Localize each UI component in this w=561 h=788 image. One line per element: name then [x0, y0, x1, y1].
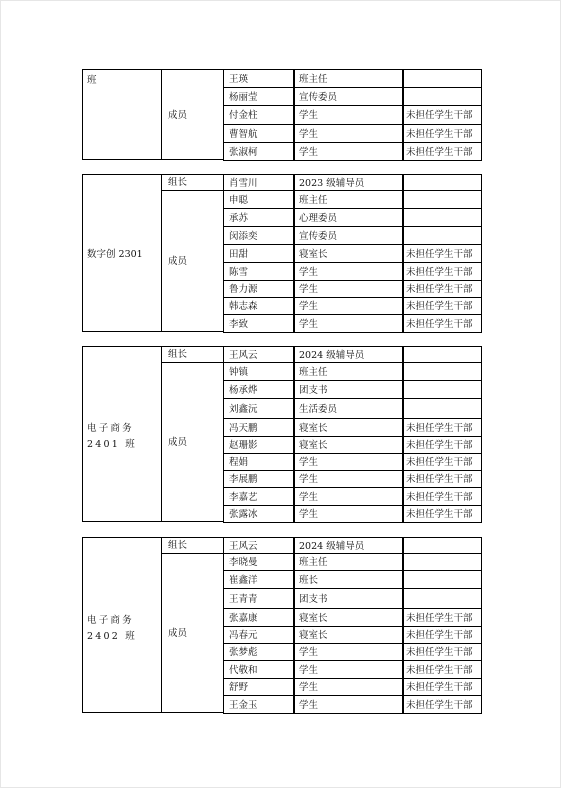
member-role-cell [293, 380, 404, 399]
member-role: 寝室长 [299, 248, 328, 260]
member-role-cell [293, 398, 404, 419]
member-role: 寝室长 [299, 422, 328, 434]
member-note-cell [402, 678, 482, 696]
member-role-cell [293, 487, 404, 506]
member-note-cell [402, 470, 482, 488]
member-role-cell [293, 553, 404, 571]
member-name: 陈雪 [229, 266, 249, 278]
member-name: 曹智航 [229, 128, 258, 140]
member-name: 杨丽莹 [229, 91, 258, 103]
member-name-cell [223, 105, 295, 125]
member-name: 张梦彪 [229, 647, 258, 658]
member-role-cell [293, 262, 404, 281]
member-role: 班主任 [299, 366, 328, 378]
member-name: 王青青 [229, 593, 258, 605]
member-label-cell [161, 362, 224, 522]
member-note-cell [402, 453, 482, 471]
member-name: 王风云 [229, 540, 258, 552]
member-name: 闵添奕 [229, 230, 258, 242]
group-leader-label: 组长 [168, 540, 188, 551]
member-name: 程娟 [229, 457, 249, 468]
member-role: 班主任 [299, 557, 328, 568]
member-name: 代敬和 [229, 664, 258, 676]
member-role-cell [293, 470, 404, 488]
member-note: 未担任学生干部 [406, 440, 473, 451]
member-name: 付金柱 [229, 110, 258, 121]
member-note: 未担任学生干部 [406, 682, 473, 693]
member-note: 未担任学生干部 [406, 509, 473, 520]
member-role-cell [293, 124, 404, 143]
group-leader-label-cell [161, 537, 224, 554]
class-table [82, 346, 481, 522]
member-role: 团支书 [299, 593, 328, 605]
member-role: 2024 级辅导员 [299, 349, 365, 361]
member-note: 未担任学生干部 [406, 266, 473, 278]
member-name-cell [223, 470, 295, 488]
member-name-cell [223, 380, 295, 399]
member-role: 学生 [299, 474, 319, 485]
member-role-cell [293, 297, 404, 315]
member-role-cell [293, 453, 404, 471]
member-role: 班长 [299, 574, 319, 586]
member-note-cell [402, 346, 482, 363]
member-role: 2023 级辅导员 [299, 177, 365, 189]
member-note-cell [402, 105, 482, 125]
member-name-cell [223, 643, 295, 661]
member-role: 学生 [299, 699, 319, 711]
member-note-cell [402, 226, 482, 245]
member-role: 学生 [299, 457, 319, 468]
member-note: 未担任学生干部 [406, 248, 473, 260]
member-role: 宣传委员 [299, 91, 338, 103]
member-note: 未担任学生干部 [406, 664, 473, 676]
member-name-cell [223, 244, 295, 263]
member-name: 王瑛 [229, 73, 249, 85]
class-name-cell [82, 537, 162, 713]
member-role-cell [293, 362, 404, 381]
member-role: 寝室长 [299, 630, 328, 641]
member-role-cell [293, 643, 404, 661]
member-name: 崔鑫洋 [229, 574, 258, 586]
member-name: 李展鹏 [229, 474, 258, 485]
member-name-cell [223, 553, 295, 571]
member-note-cell [402, 626, 482, 644]
member-role-cell [293, 537, 404, 554]
member-note-cell [402, 570, 482, 589]
member-name: 王风云 [229, 349, 258, 361]
member-note: 未担任学生干部 [406, 146, 473, 158]
member-role: 2024 级辅导员 [299, 540, 365, 552]
member-name-cell [223, 695, 295, 714]
member-name: 张淑柯 [229, 146, 258, 158]
member-role: 学生 [299, 509, 319, 520]
member-name: 冯天鹏 [229, 422, 258, 434]
member-name-cell [223, 87, 295, 106]
member-note: 未担任学生干部 [406, 630, 473, 641]
member-role: 学生 [299, 128, 319, 140]
member-note-cell [402, 262, 482, 281]
member-role-cell [293, 505, 404, 523]
member-name-cell [223, 588, 295, 609]
member-note-cell [402, 487, 482, 506]
member-name-cell [223, 570, 295, 589]
member-note-cell [402, 398, 482, 419]
member-role: 学生 [299, 647, 319, 658]
member-note: 未担任学生干部 [406, 457, 473, 468]
member-role: 学生 [299, 664, 319, 676]
member-note: 未担任学生干部 [406, 647, 473, 658]
member-role-cell [293, 588, 404, 609]
group-leader-label: 组长 [168, 349, 188, 360]
member-role-cell [293, 280, 404, 298]
member-role-cell [293, 105, 404, 125]
member-role-cell [293, 87, 404, 106]
member-note-cell [402, 660, 482, 679]
class-name-cell [82, 346, 162, 522]
member-note-cell [402, 608, 482, 627]
member-role: 学生 [299, 318, 319, 330]
member-name-cell [223, 69, 295, 88]
member-role: 班主任 [299, 194, 328, 206]
member-role-cell [293, 226, 404, 245]
member-note-cell [402, 362, 482, 381]
member-role-cell [293, 314, 404, 333]
member-role-cell [293, 436, 404, 454]
member-name-cell [223, 398, 295, 419]
member-name-cell [223, 362, 295, 381]
class-name: 数字创 2301 [87, 249, 143, 260]
member-note-cell [402, 142, 482, 161]
member-note: 未担任学生干部 [406, 474, 473, 485]
member-name-cell [223, 660, 295, 679]
member-role: 学生 [299, 110, 319, 121]
member-role: 学生 [299, 284, 319, 295]
member-note-cell [402, 174, 482, 191]
member-note-cell [402, 643, 482, 661]
member-role: 学生 [299, 301, 319, 312]
member-name: 赵珊影 [229, 440, 258, 451]
member-name: 刘鑫沅 [229, 403, 258, 415]
class-name: 电子商务 2402 班 [87, 615, 137, 642]
member-role: 心理委员 [299, 212, 338, 224]
member-note: 未担任学生干部 [406, 491, 473, 503]
member-name: 李致 [229, 318, 249, 330]
class-name: 电子商务 2401 班 [87, 423, 137, 450]
class-table [82, 537, 481, 713]
member-name: 舒野 [229, 682, 249, 693]
member-note-cell [402, 280, 482, 298]
member-name: 李晓曼 [229, 557, 258, 568]
member-role-cell [293, 626, 404, 644]
member-label-cell [161, 69, 224, 160]
member-name-cell [223, 487, 295, 506]
member-name: 申聪 [229, 194, 249, 206]
member-note: 未担任学生干部 [406, 110, 473, 121]
member-note-cell [402, 314, 482, 333]
member-note-cell [402, 190, 482, 209]
class-name-cell [82, 174, 162, 332]
member-name: 鲁力源 [229, 284, 258, 295]
member-label: 成员 [168, 256, 188, 267]
class-table [82, 69, 481, 160]
member-name-cell [223, 678, 295, 696]
member-label: 成员 [168, 437, 188, 448]
member-note-cell [402, 695, 482, 714]
member-note-cell [402, 208, 482, 227]
member-name-cell [223, 418, 295, 437]
member-name: 肖雪川 [229, 177, 258, 189]
member-note-cell [402, 124, 482, 143]
member-role-cell [293, 695, 404, 714]
member-name-cell [223, 314, 295, 333]
member-label-cell [161, 190, 224, 332]
member-role-cell [293, 142, 404, 161]
member-role: 寝室长 [299, 612, 328, 624]
member-name-cell [223, 174, 295, 191]
member-role: 团支书 [299, 384, 328, 396]
member-note: 未担任学生干部 [406, 128, 473, 140]
member-role-cell [293, 678, 404, 696]
member-note-cell [402, 87, 482, 106]
member-name: 杨承烨 [229, 384, 258, 396]
member-note-cell [402, 505, 482, 523]
member-name-cell [223, 626, 295, 644]
member-role-cell [293, 244, 404, 263]
member-name: 田甜 [229, 248, 249, 260]
member-role-cell [293, 570, 404, 589]
member-role: 寝室长 [299, 440, 328, 451]
member-note: 未担任学生干部 [406, 612, 473, 624]
member-note-cell [402, 553, 482, 571]
member-name-cell [223, 436, 295, 454]
member-label-cell [161, 553, 224, 713]
member-role: 学生 [299, 491, 319, 503]
member-role: 学生 [299, 266, 319, 278]
member-note: 未担任学生干部 [406, 301, 473, 312]
member-note-cell [402, 588, 482, 609]
member-name-cell [223, 262, 295, 281]
member-label: 成员 [168, 628, 188, 639]
member-name: 王金玉 [229, 699, 258, 711]
member-name-cell [223, 190, 295, 209]
group-leader-label-cell [161, 346, 224, 363]
member-name-cell [223, 346, 295, 363]
member-name-cell [223, 280, 295, 298]
member-role: 生活委员 [299, 403, 338, 415]
member-role-cell [293, 418, 404, 437]
member-name: 冯春元 [229, 630, 258, 641]
member-role: 班主任 [299, 73, 328, 85]
member-role-cell [293, 190, 404, 209]
member-note: 未担任学生干部 [406, 422, 473, 434]
class-name: 班 [87, 75, 97, 86]
member-name-cell [223, 142, 295, 161]
member-role: 学生 [299, 682, 319, 693]
member-role-cell [293, 660, 404, 679]
member-note-cell [402, 297, 482, 315]
member-name: 李嘉艺 [229, 491, 258, 503]
member-note-cell [402, 380, 482, 399]
member-name-cell [223, 226, 295, 245]
member-role-cell [293, 346, 404, 363]
member-note: 未担任学生干部 [406, 699, 473, 711]
member-role-cell [293, 208, 404, 227]
member-name-cell [223, 505, 295, 523]
member-note-cell [402, 537, 482, 554]
member-note-cell [402, 244, 482, 263]
member-role-cell [293, 608, 404, 627]
member-name: 钟镇 [229, 366, 249, 378]
member-name: 张露冰 [229, 509, 258, 520]
member-note: 未担任学生干部 [406, 318, 473, 330]
member-role-cell [293, 174, 404, 191]
class-name-cell [82, 69, 162, 160]
member-name-cell [223, 297, 295, 315]
member-name-cell [223, 537, 295, 554]
member-note-cell [402, 69, 482, 88]
member-name-cell [223, 124, 295, 143]
member-name: 承苏 [229, 212, 249, 224]
member-name-cell [223, 453, 295, 471]
member-name: 韩志森 [229, 301, 258, 312]
member-note: 未担任学生干部 [406, 284, 473, 295]
member-note-cell [402, 418, 482, 437]
group-leader-label: 组长 [168, 177, 188, 188]
member-name: 张嘉康 [229, 612, 258, 624]
member-name-cell [223, 208, 295, 227]
member-label: 成员 [168, 109, 188, 121]
member-note-cell [402, 436, 482, 454]
member-role: 学生 [299, 146, 319, 158]
member-role-cell [293, 69, 404, 88]
member-role: 宣传委员 [299, 230, 338, 242]
class-table [82, 174, 481, 332]
member-name-cell [223, 608, 295, 627]
group-leader-label-cell [161, 174, 224, 191]
